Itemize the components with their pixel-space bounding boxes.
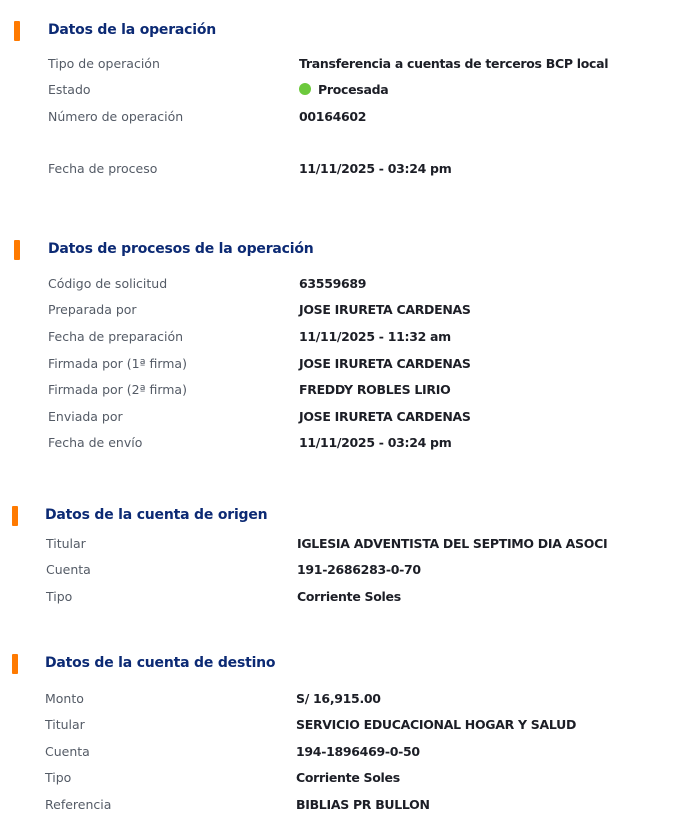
- row-origen-titular: [0, 536, 679, 554]
- section-title: Datos de procesos de la operación: [48, 241, 314, 257]
- row-destino-monto: [0, 691, 679, 709]
- row-preparada-por: [0, 302, 679, 320]
- section-title: Datos de la operación: [48, 22, 217, 38]
- row-destino-referencia: [0, 797, 679, 815]
- field-label: Estado: [48, 82, 91, 97]
- field-label: Número de operación: [48, 109, 184, 124]
- field-label: Fecha de proceso: [48, 161, 158, 176]
- field-value: BIBLIAS PR BULLON: [296, 797, 430, 812]
- field-value: 191-2686283-0-70: [297, 562, 421, 577]
- row-estado: [0, 82, 679, 100]
- section-accent-bar: [14, 240, 20, 260]
- section-title: Datos de la cuenta de destino: [45, 655, 276, 671]
- field-value: 194-1896469-0-50: [296, 744, 420, 759]
- field-value: JOSE IRURETA CARDENAS: [299, 302, 471, 317]
- row-numero-operacion: [0, 109, 679, 127]
- process-header: [0, 240, 679, 262]
- field-label: Firmada por (2ª firma): [48, 382, 187, 397]
- field-value: 63559689: [299, 276, 367, 291]
- row-destino-titular: [0, 717, 679, 735]
- field-value: 11/11/2025 - 03:24 pm: [299, 161, 452, 176]
- status-dot-icon: [299, 83, 311, 95]
- operation-header: [0, 21, 679, 43]
- field-label: Referencia: [45, 797, 112, 812]
- status-value: [299, 82, 388, 97]
- field-value: 00164602: [299, 109, 367, 124]
- process-section: [0, 240, 679, 262]
- section-title: Datos de la cuenta de origen: [45, 507, 268, 523]
- field-value: Corriente Soles: [296, 770, 400, 785]
- row-origen-cuenta: [0, 562, 679, 580]
- field-value: 11/11/2025 - 11:32 am: [299, 329, 451, 344]
- row-origen-tipo: [0, 589, 679, 607]
- origin-account-section: [0, 506, 679, 528]
- field-label: Monto: [45, 691, 84, 706]
- section-accent-bar: [14, 21, 20, 41]
- amount-value: S/ 16,915.00: [296, 691, 381, 706]
- status-text: Procesada: [318, 82, 389, 97]
- field-label: Fecha de envío: [48, 435, 143, 450]
- field-label: Código de solicitud: [48, 276, 168, 291]
- field-label: Fecha de preparación: [48, 329, 184, 344]
- row-fecha-proceso: [0, 161, 679, 179]
- field-value: Corriente Soles: [297, 589, 401, 604]
- field-label: Preparada por: [48, 302, 137, 317]
- destination-account-section: [0, 654, 679, 676]
- field-label: Firmada por (1ª firma): [48, 356, 187, 371]
- field-label: Tipo de operación: [48, 56, 160, 71]
- field-label: Titular: [45, 717, 85, 732]
- field-value: JOSE IRURETA CARDENAS: [299, 356, 471, 371]
- field-value: SERVICIO EDUCACIONAL HOGAR Y SALUD: [296, 717, 577, 732]
- row-firma-2: [0, 382, 679, 400]
- field-label: Cuenta: [45, 744, 90, 759]
- operation-section: [0, 21, 679, 43]
- field-value: Transferencia a cuentas de terceros BCP local: [299, 56, 609, 71]
- section-accent-bar: [12, 654, 18, 674]
- origin-header: [0, 506, 679, 528]
- field-label: Cuenta: [46, 562, 91, 577]
- row-codigo-solicitud: [0, 276, 679, 294]
- field-label: Tipo: [46, 589, 73, 604]
- row-destino-cuenta: [0, 744, 679, 762]
- field-value: IGLESIA ADVENTISTA DEL SEPTIMO DIA ASOCI: [297, 536, 608, 551]
- field-value: JOSE IRURETA CARDENAS: [299, 409, 471, 424]
- row-tipo-operacion: [0, 56, 679, 74]
- field-value: FREDDY ROBLES LIRIO: [299, 382, 451, 397]
- row-fecha-preparacion: [0, 329, 679, 347]
- row-destino-tipo: [0, 770, 679, 788]
- section-accent-bar: [12, 506, 18, 526]
- row-enviada-por: [0, 409, 679, 427]
- field-label: Titular: [46, 536, 86, 551]
- field-label: Enviada por: [48, 409, 123, 424]
- row-firma-1: [0, 356, 679, 374]
- destination-header: [0, 654, 679, 676]
- row-fecha-envio: [0, 435, 679, 453]
- field-value: 11/11/2025 - 03:24 pm: [299, 435, 452, 450]
- field-label: Tipo: [45, 770, 72, 785]
